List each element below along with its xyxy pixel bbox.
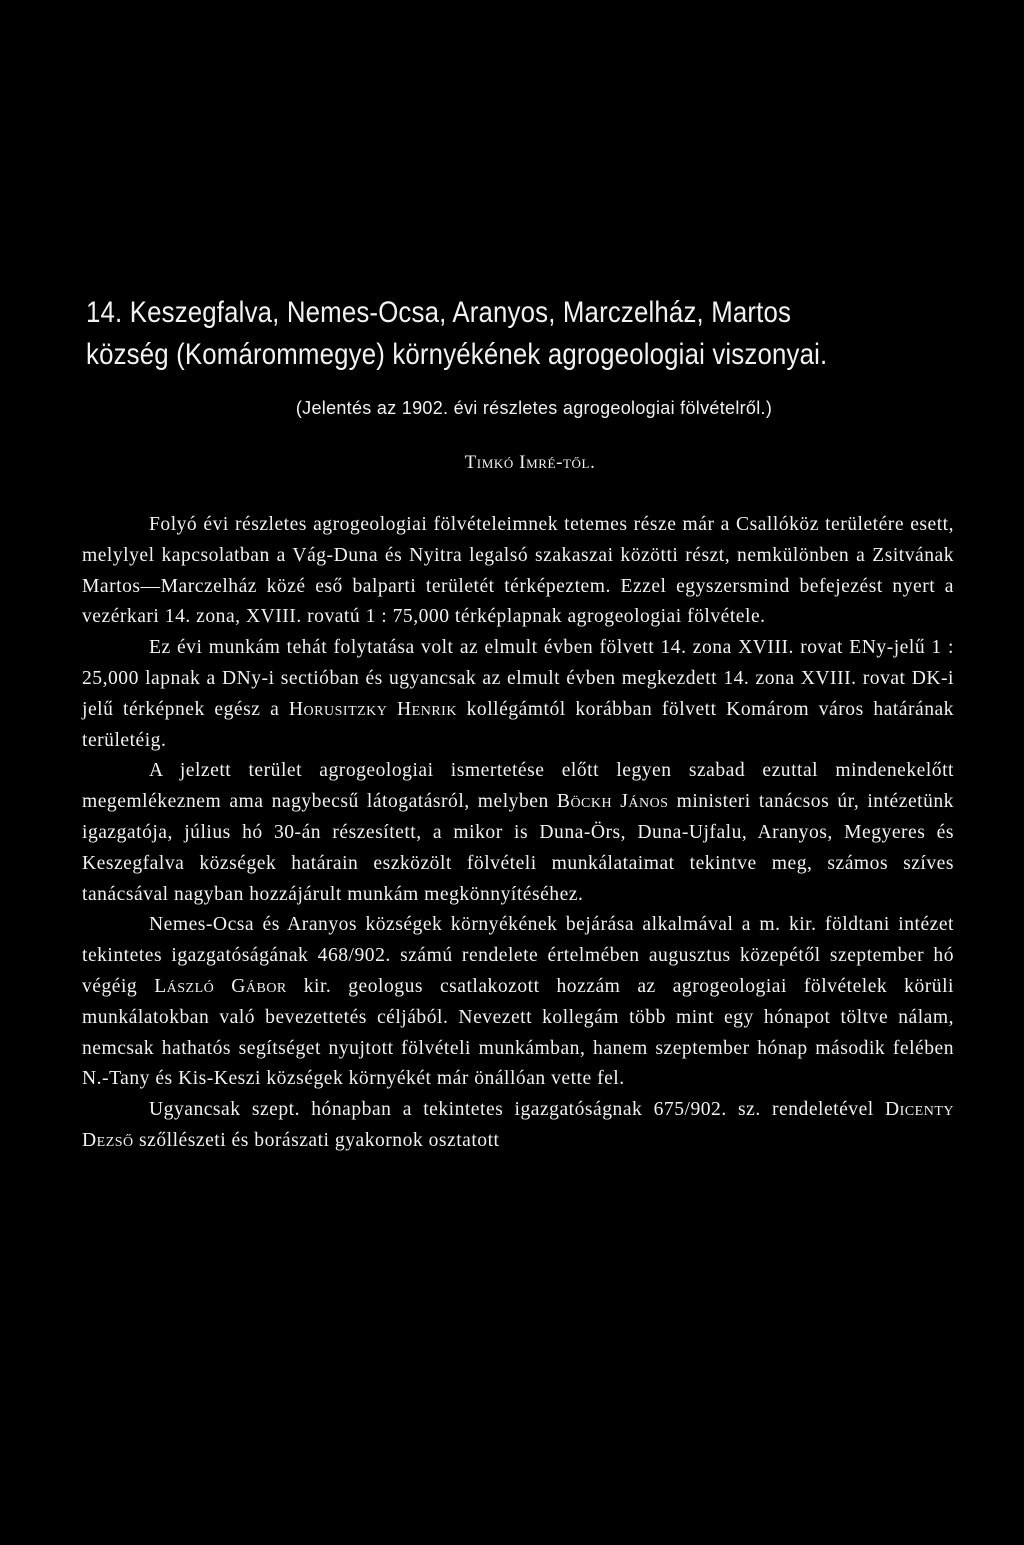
paragraph-2-text-a: Ez évi munkám tehát folytatása volt az elmult évben fölvett 14. zona XVIII. rovat ENy-jelű 1 : 25,000 lapnak a DNy-i sectióban és ugyancsak az elmult évben megkezdett 14. zona XVIII. rovat DK-i jelű térképnek egész a xyxy=(82,637,954,720)
paragraph-5-text-a: Ugyancsak szept. hónapban a tekintetes igazgatóságnak 675/902. sz. rendeletével xyxy=(149,1099,886,1121)
paragraph-5 xyxy=(82,1095,954,1157)
body-text xyxy=(82,510,954,1157)
person-name-laszlo: László Gábor xyxy=(154,975,287,997)
paragraph-3-text-a: A jelzett terület agrogeologiai ismertetése előtt legyen szabad ezuttal mindenekelőtt megemlékeznem ama nagybecsű látogatásról, melyben xyxy=(82,760,954,813)
paragraph-3 xyxy=(82,756,954,910)
heading-line-2: község (Komárommegye) környékének agrogeologiai viszonyai. xyxy=(86,338,828,371)
paragraph-3-text-b: ministeri tanácsos úr, intézetünk igazgatója, július hó 30-án részesített, a mikor is Duna-Örs, Duna-Ujfalu, Aranyos, Megyeres és Keszegfalva községek határain eszközölt fölvételi munkálataimat tekintve meg, számos szíves tanácsával nagyban hozzájárult munkám megkönnyítéséhez. xyxy=(82,791,954,905)
paragraph-4 xyxy=(82,910,954,1095)
person-name-bockh: Böckh János xyxy=(556,791,669,813)
paragraph-4-text-a: Nemes-Ocsa és Aranyos községek környékének bejárása alkalmával a m. kir. földtani intézet tekintetes igazgatóságának 468/902. számú rendelete értelmében augusztus közepétől szeptember hó végéig xyxy=(82,914,954,997)
author-line: Timkó Imré-től. xyxy=(464,452,596,473)
person-name-dicenty: Dicenty Dezső xyxy=(82,1099,954,1151)
report-subtitle: (Jelentés az 1902. évi részletes agrogeologiai fölvételről.) xyxy=(295,398,773,418)
paragraph-4-text-b: kir. geologus csatlakozott hozzám az agrogeologiai fölvételek körüli munkálatokban való bevezettetés céljából. Nevezett kollegám több mint egy hónapot töltve nálam, nemcsak hathatós segítséget nyujtott fölvételi munkámban, hanem szeptember hónap második felében N.-Tany és Kis-Keszi községek környékét már önállóan vette fel. xyxy=(82,975,954,1090)
person-name-horusitzky: Horusitzky Henrik xyxy=(288,698,457,720)
paragraph-1 xyxy=(82,510,954,633)
paragraph-5-text-b: szőllészeti és borászati gyakornok osztatott xyxy=(133,1129,500,1151)
paragraph-2-text-b: kollégámtól korábban fölvett Komárom város határának területéig. xyxy=(82,698,954,751)
document-page xyxy=(82,292,954,1157)
paragraph-1-text: Folyó évi részletes agrogeologiai fölvételeimnek tetemes része már a Csallóköz területére esett, melylyel kapcsolatban a Vág-Duna és Nyitra legalsó szakaszai közötti részt, nemkülönben a Zsitvának Martos—Marczelház közé eső balparti területét térképeztem. Ezzel egyszersmind befejezést nyert a vezérkari 14. zona, XVIII. rovatú 1 : 75,000 térképlapnak agrogeologiai fölvétele. xyxy=(82,514,954,628)
heading-line-1: 14. Keszegfalva, Nemes-Ocsa, Aranyos, Marczelház, Martos xyxy=(86,296,792,329)
paragraph-2 xyxy=(82,633,954,756)
chapter-heading xyxy=(86,292,958,376)
